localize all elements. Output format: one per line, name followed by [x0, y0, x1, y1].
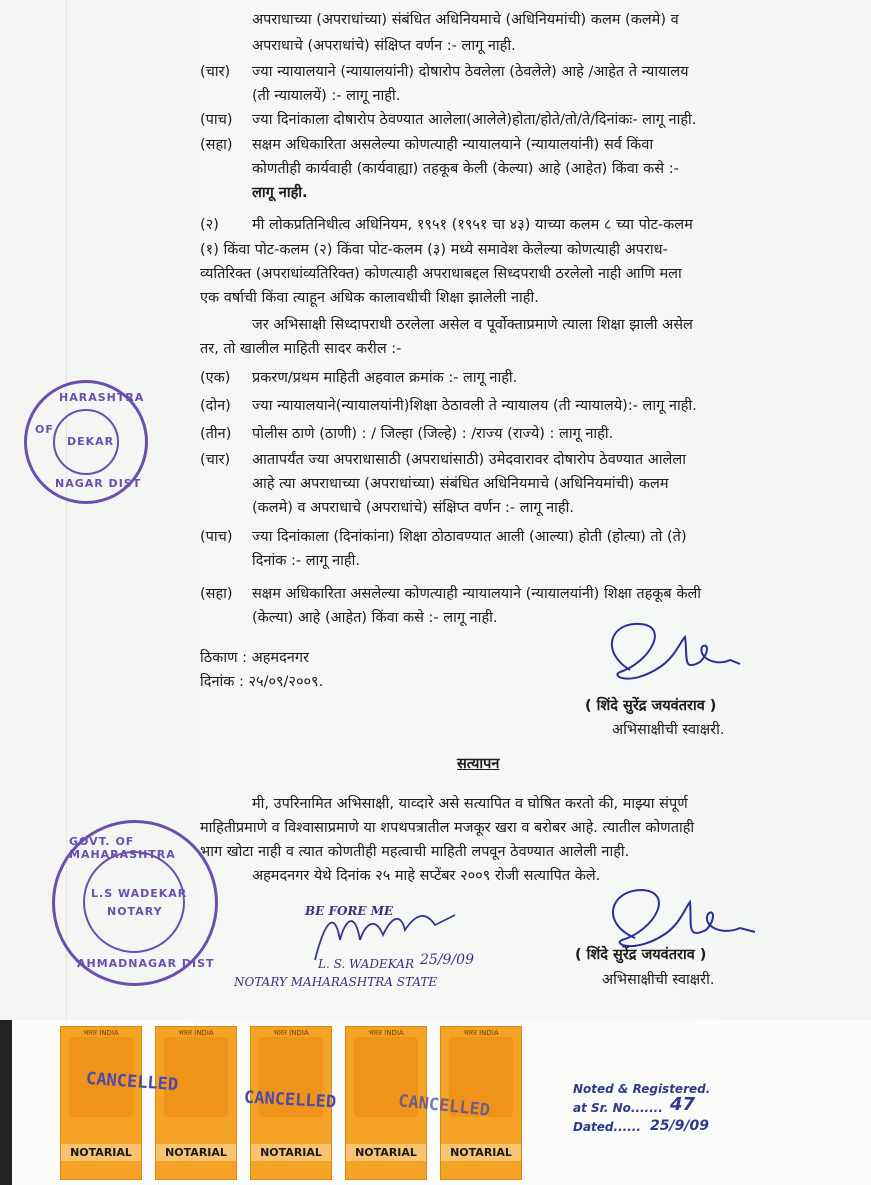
item-number: (एक) [200, 370, 231, 386]
notarial-stamp [155, 1026, 237, 1180]
text-line: व्यतिरिक्त (अपराधांव्यतिरिक्त) कोणत्याही अपराधाबद्दल सिध्दपराधी ठरलेलो नाही आणि मला [200, 266, 682, 282]
registration-line: Noted & Registered. [573, 1082, 711, 1096]
text-line: ज्या न्यायालयाने (न्यायालयांनी) दोषारोप ठेवलेला (ठेवलेले) आहे /आहेत ते न्यायालय [252, 64, 689, 80]
stamp-label: NOTARIAL [441, 1144, 521, 1161]
cancelled-mark: CANCELLED [243, 1087, 337, 1113]
deponent-signature-label: अभिसाक्षीची स्वाक्षरी. [612, 722, 725, 738]
deponent-name: ( शिंदे सुरेंद्र जयवंतराव ) [585, 698, 717, 714]
text-line: अहमदनगर येथे दिनांक २५ माहे सप्टेंबर २००९ रोजी सत्यापित केले. [252, 868, 601, 884]
text-line: जर अभिसाक्षी सिध्दापराधी ठरलेला असेल व पूर्वोक्ताप्रमाणे त्याला शिक्षा झाली असेल [252, 317, 693, 333]
text-line: (ती न्यायालयें) :- लागू नाही. [252, 88, 401, 104]
text-line: अपराधाचे (अपराधांचे) संक्षिप्त वर्णन :- लागू नाही. [252, 38, 516, 54]
item-number: (पाच) [200, 112, 233, 128]
item-number: (२) [200, 217, 219, 233]
registration-date: 25/9/09 [650, 1118, 709, 1134]
date-line: दिनांक : २५/०९/२००९. [200, 674, 324, 690]
seal-text: NOTARY [107, 905, 163, 918]
stamp-country: भारत INDIA [83, 1029, 119, 1037]
item-number: (सहा) [200, 137, 233, 153]
text-line: प्रकरण/प्रथम माहिती अहवाल क्रमांक :- लागू नाही. [252, 370, 518, 386]
stamp-country: भारत INDIA [273, 1029, 309, 1037]
text-line: आहे त्या अपराधाच्या (अपराधांच्या) संबंधित अधिनियमाचे (अधिनियमांची) कलम [252, 476, 669, 492]
page-margin [0, 0, 67, 1185]
seal-text: GOVT. OF MAHARASHTRA [69, 835, 176, 861]
text-line: (केल्या) आहे (आहेत) किंवा कसे :- लागू नाही. [252, 610, 498, 626]
cancelled-mark: CANCELLED [397, 1091, 491, 1121]
registration-line: Dated...... [573, 1120, 641, 1134]
text-line: आतापर्यंत ज्या अपराधासाठी (अपराधांसाठी) उमेदवारावर दोषारोप ठेवण्यात आलेला [252, 452, 686, 468]
text-line: भाग खोटा नाही व त्यात कोणतीही महत्वाची माहिती लपवून ठेवण्यात आलेली नाही. [200, 844, 630, 860]
deponent-signature-2 [590, 878, 760, 958]
verification-heading: सत्यापन [457, 756, 500, 772]
text-line: (१) किंवा पोट-कलम (२) किंवा पोट-कलम (३) मध्ये समावेश केलेल्या कोणत्याही अपराध- [200, 242, 668, 258]
registration-line: at Sr. No....... [573, 1101, 663, 1115]
stamp-label: NOTARIAL [251, 1144, 331, 1161]
notary-seal-bottom [52, 820, 218, 986]
text-line: मी, उपरिनामित अभिसाक्षी, याव्दारे असे सत्यापित व घोषित करतो की, माझ्या संपूर्ण [252, 796, 688, 812]
notary-seal-top [24, 380, 148, 504]
deponent-signature-1 [590, 612, 750, 692]
item-number: (चार) [200, 452, 231, 468]
item-number: (चार) [200, 64, 231, 80]
text-line: पोलीस ठाणे (ठाणी) : / जिल्हा (जिल्हे) : /राज्य (राज्ये) : लागू नाही. [252, 426, 614, 442]
stamp-label: NOTARIAL [61, 1144, 141, 1161]
notary-date-scrawl: 25/9/09 [420, 952, 474, 968]
stamp-label: NOTARIAL [346, 1144, 426, 1161]
text-line: अपराधाच्या (अपराधांच्या) संबंधित अधिनियमाचे (अधिनियमांची) कलम (कलमे) व [252, 12, 679, 28]
text-line: माहितीप्रमाणे व विश्वासाप्रमाणे या शपथपत्रातील मजकूर खरा व बरोबर आहे. त्यातील कोणताही [200, 820, 695, 836]
item-number: (दोन) [200, 398, 231, 414]
seal-text: L.S WADEKAR [91, 887, 188, 900]
deponent-name: ( शिंदे सुरेंद्र जयवंतराव ) [575, 947, 707, 963]
stamp-country: भारत INDIA [368, 1029, 404, 1037]
stamp-country: भारत INDIA [178, 1029, 214, 1037]
text-line: सक्षम अधिकारिता असलेल्या कोणत्याही न्यायालयाने (न्यायालयांनी) शिक्षा तहकूब केली [252, 586, 702, 602]
place-line: ठिकाण : अहमदनगर [200, 650, 309, 666]
seal-text: OF [35, 423, 54, 436]
text-line: एक वर्षाची किंवा त्याहून अधिक कालावधीची शिक्षा झालेली नाही. [200, 290, 539, 306]
notary-name: L. S. WADEKAR [318, 957, 414, 971]
item-number: (पाच) [200, 529, 233, 545]
text-line: ज्या न्यायालयाने(न्यायालयांनी)शिक्षा ठेठावली ते न्यायालय (ती न्यायालये):- लागू नाही. [252, 398, 697, 414]
item-number: (तीन) [200, 426, 232, 442]
seal-text: AHMADNAGAR DIST [77, 957, 215, 970]
deponent-signature-label: अभिसाक्षीची स्वाक्षरी. [602, 972, 715, 988]
item-number: (सहा) [200, 586, 233, 602]
seal-text: NAGAR DIST [55, 477, 142, 490]
notarial-stamp [60, 1026, 142, 1180]
text-line: दिनांक :- लागू नाही. [252, 553, 360, 569]
text-line: लागू नाही. [252, 185, 308, 201]
stamp-label: NOTARIAL [156, 1144, 236, 1161]
scan-edge [0, 1020, 12, 1185]
registration-serial: 47 [670, 1094, 696, 1115]
text-line: ज्या दिनांकाला दोषारोप ठेवण्यात आलेला(आलेले)होता/होते/तो/ते/दिनांकः- लागू नाही. [252, 112, 697, 128]
text-line: मी लोकप्रतिनिधीत्व अधिनियम, १९५१ (१९५१ चा ४३) याच्या कलम ८ च्या पोट-कलम [252, 217, 693, 233]
stamp-country: भारत INDIA [463, 1029, 499, 1037]
notary-title: NOTARY MAHARASHTRA STATE [234, 975, 438, 989]
text-line: ज्या दिनांकाला (दिनांकांना) शिक्षा ठोठावण्यात आली (आल्या) होती (होत्या) तो (ते) [252, 529, 687, 545]
text-line: कोणतीही कार्यवाही (कार्यवाह्या) तहकूब केली (केल्या) आहे (आहेत) किंवा कसे :- [252, 161, 679, 177]
text-line: (कलमे) व अपराधाचे (अपराधांचे) संक्षिप्त वर्णन :- लागू नाही. [252, 500, 574, 516]
text-line: तर, तो खालील माहिती सादर करील :- [200, 341, 402, 357]
text-line: सक्षम अधिकारिता असलेल्या कोणत्याही न्यायालयाने (न्यायालयांनी) सर्व किंवा [252, 137, 654, 153]
cancelled-mark: CANCELLED [85, 1068, 179, 1096]
seal-text: HARASHTRA [59, 391, 145, 404]
seal-text: DEKAR [67, 435, 115, 448]
notary-before-me: BE FORE ME [305, 904, 394, 918]
